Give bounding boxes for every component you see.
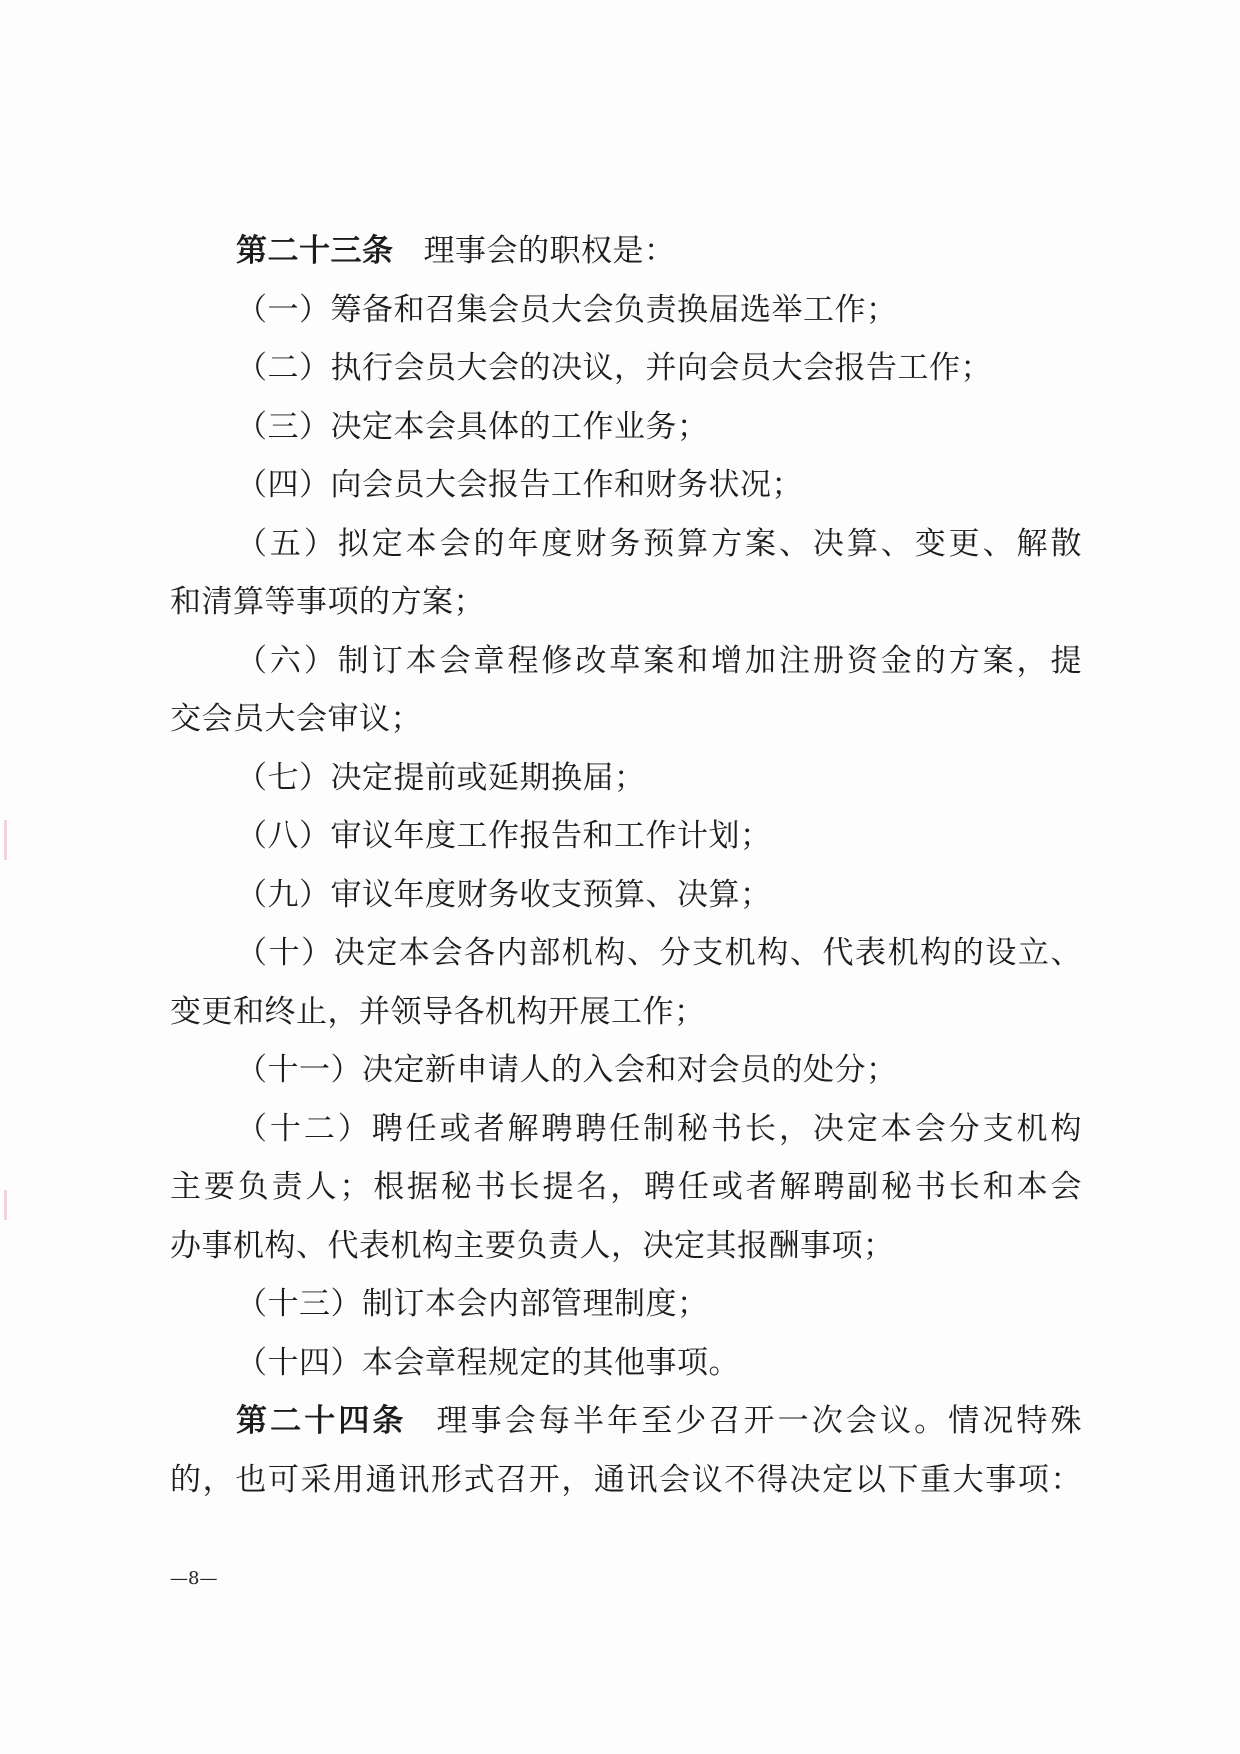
article-23-item-12-line-1: （十二）聘任或者解聘聘任制秘书长，决定本会分支机构 [236, 1110, 1082, 1147]
article-24-heading: 第二十四条 [236, 1403, 407, 1439]
article-23-item-13: （十三）制订本会内部管理制度； [236, 1286, 709, 1322]
scan-artifact [4, 820, 7, 860]
article-24-heading-line [170, 1392, 1082, 1451]
article-24-line-2: 的，也可采用通讯形式召开，通讯会议不得决定以下重大事项： [170, 1461, 1082, 1498]
article-23-item-5-line-1: （五）拟定本会的年度财务预算方案、决算、变更、解散 [236, 525, 1082, 562]
article-23-item-12-line-3: 办事机构、代表机构主要负责人，决定其报酬事项； [170, 1227, 895, 1264]
article-23-heading-line [170, 222, 1082, 281]
page-number: —8— [170, 1568, 218, 1589]
article-23-item-10-line-2: 变更和终止，并领导各机构开展工作； [170, 993, 706, 1030]
article-23-item-8: （八）审议年度工作报告和工作计划； [236, 818, 772, 854]
article-23-item-2: （二）执行会员大会的决议，并向会员大会报告工作； [236, 350, 992, 386]
article-23-intro: 理事会的职权是： [423, 233, 676, 269]
article-23-item-11: （十一）决定新申请人的入会和对会员的处分； [236, 1052, 898, 1088]
article-23-item-3: （三）决定本会具体的工作业务； [236, 408, 709, 445]
article-23-item-12-line-2: 主要负责人；根据秘书长提名，聘任或者解聘副秘书长和本会 [170, 1169, 1082, 1205]
article-23-item-9: （九）审议年度财务收支预算、决算； [236, 876, 772, 913]
article-23-item-4: （四）向会员大会报告工作和财务状况； [236, 467, 803, 503]
article-23-item-5-line-2: 和清算等事项的方案； [170, 584, 485, 620]
article-23-item-6-line-2: 交会员大会审议； [170, 701, 422, 737]
article-23-item-14: （十四）本会章程规定的其他事项。 [236, 1344, 740, 1381]
article-23-item-7: （七）决定提前或延期换届； [236, 759, 646, 796]
article-23-item-6-line-1: （六）制订本会章程修改草案和增加注册资金的方案，提 [236, 642, 1082, 679]
article-24-line-1: 理事会每半年至少召开一次会议。情况特殊 [436, 1403, 1082, 1439]
article-23-item-1: （一）筹备和召集会员大会负责换届选举工作； [236, 291, 898, 328]
article-23-heading: 第二十三条 [236, 233, 394, 269]
scan-artifact [4, 1190, 7, 1220]
article-23-item-10-line-1: （十）决定本会各内部机构、分支机构、代表机构的设立、 [236, 935, 1082, 971]
document-body [170, 222, 1082, 1509]
